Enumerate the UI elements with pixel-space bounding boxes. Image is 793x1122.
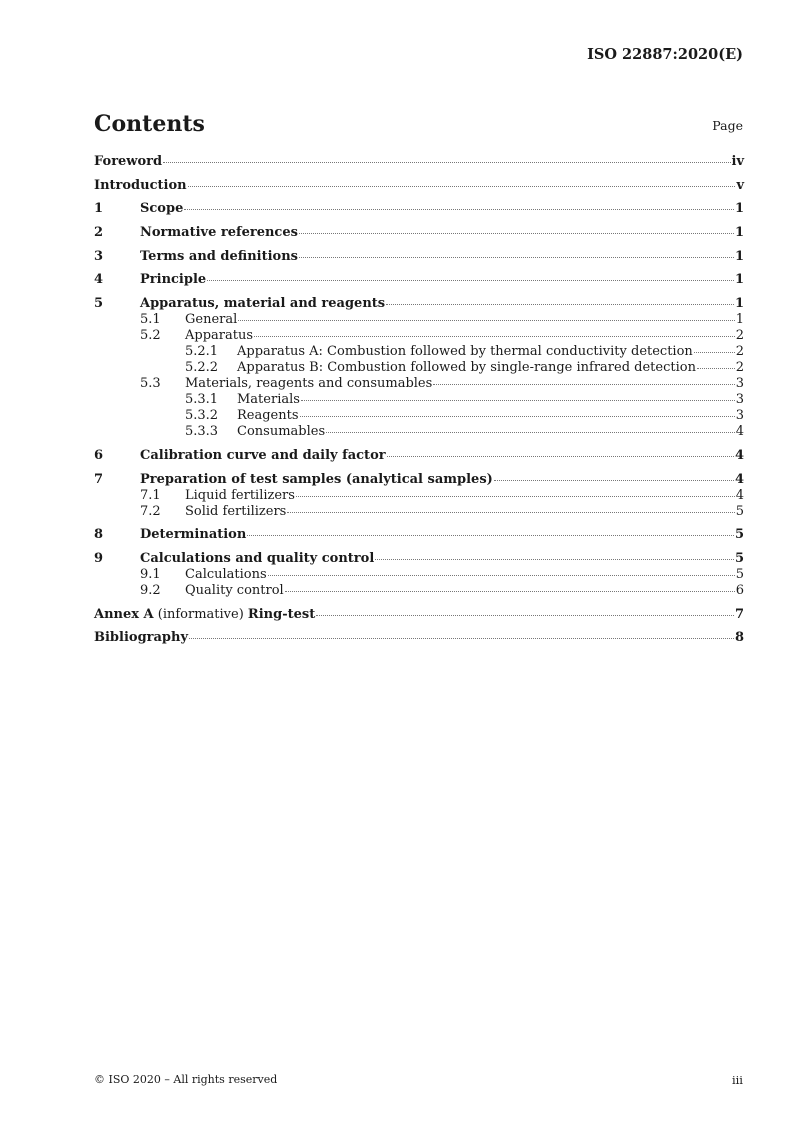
toc-entry-page: 1 (734, 296, 744, 312)
dot-leader (189, 638, 734, 639)
toc-entry[interactable] (94, 488, 744, 504)
toc-entry-number: 5.2.2 (185, 360, 219, 376)
toc-entry[interactable] (94, 630, 744, 646)
toc-entry-page: 3 (735, 408, 744, 424)
toc-entry-page: 5 (734, 527, 744, 543)
toc-entry-title: Calculations (185, 566, 267, 582)
dot-leader (316, 615, 734, 616)
toc-entry[interactable] (94, 312, 744, 328)
toc-entry-number: 5.3.1 (185, 392, 219, 408)
toc-entry-number: 5 (94, 296, 104, 312)
toc-entry[interactable] (94, 201, 744, 217)
toc-entry-page: iv (731, 154, 744, 169)
toc-entry[interactable] (94, 472, 744, 488)
toc-entry-page: 4 (735, 487, 744, 503)
toc-entry-number: 5.3.3 (185, 424, 219, 440)
toc-entry-number: 9.1 (140, 566, 161, 582)
toc-entry-title: Bibliography (94, 630, 189, 646)
toc-entry-title: Apparatus, material and reagents (140, 296, 386, 312)
toc-entry-title: General (185, 312, 238, 328)
dot-leader (301, 400, 735, 401)
toc-entry[interactable] (94, 583, 744, 599)
toc-entry-number: 2 (94, 225, 104, 241)
dot-leader (285, 591, 735, 592)
toc-entry-title: Preparation of test samples (analytical samples) (140, 471, 493, 487)
toc-entry-title: Quality control (185, 582, 284, 598)
toc-entry-number: 5.2 (140, 328, 161, 344)
dot-leader (188, 186, 736, 187)
toc-entry-title: Calculations and quality control (140, 550, 375, 566)
toc-entry-title: Apparatus A: Combustion followed by thermal conductivity detection (237, 344, 693, 360)
toc-entry-number: 5.1 (140, 312, 161, 328)
toc-entry[interactable] (94, 424, 744, 440)
toc-entry-title: Calibration curve and daily factor (140, 447, 386, 463)
toc-entry-title: Consumables (237, 424, 326, 440)
page-column-label: Page (712, 118, 743, 133)
dot-leader (433, 384, 734, 385)
toc-entry[interactable] (94, 249, 744, 265)
toc-entry-number: 6 (94, 447, 104, 463)
toc-entry[interactable] (94, 178, 744, 194)
toc-entry[interactable] (94, 154, 744, 170)
toc-entry[interactable] (94, 527, 744, 543)
toc-entry-title: Principle (140, 272, 207, 288)
toc-entry-page: 3 (735, 376, 744, 392)
toc-entry-page: 1 (734, 272, 744, 288)
toc-entry-page: 5 (735, 566, 744, 582)
toc-entry-title: Normative references (140, 225, 298, 241)
document-id: ISO 22887:2020(E) (587, 46, 743, 63)
toc-entry[interactable] (94, 360, 744, 376)
toc-entry[interactable] (94, 448, 744, 464)
toc-entry-page: 8 (734, 630, 744, 646)
toc-entry-title: Annex A (informative) Ring-test (94, 606, 316, 622)
toc-entry-title: Apparatus (185, 328, 254, 344)
toc-entry-number: 5.3.2 (185, 408, 219, 424)
toc-entry-title: Scope (140, 201, 184, 217)
toc-entry-title: Terms and definitions (140, 248, 298, 264)
toc-entry[interactable] (94, 392, 744, 408)
toc-entry-page: 4 (734, 447, 744, 463)
toc-entry-page: 1 (734, 201, 744, 217)
toc-entry[interactable] (94, 408, 744, 424)
dot-leader (299, 257, 734, 258)
dot-leader (247, 535, 734, 536)
toc-entry-page: 4 (735, 424, 744, 440)
toc-entry-number: 5.3 (140, 376, 161, 392)
dot-leader (207, 280, 734, 281)
toc-entry-number: 8 (94, 527, 104, 543)
toc-entry[interactable] (94, 551, 744, 567)
toc-entry-title: Determination (140, 527, 247, 543)
table-of-contents (94, 154, 744, 646)
dot-leader (296, 496, 735, 497)
toc-entry-title: Materials (237, 392, 300, 408)
dot-leader (386, 304, 734, 305)
toc-entry-page: 3 (735, 392, 744, 408)
toc-entry-title: Introduction (94, 177, 187, 193)
toc-entry-title: Liquid fertilizers (185, 487, 295, 503)
toc-entry-title: Reagents (237, 408, 299, 424)
toc-entry-number: 9.2 (140, 582, 161, 598)
toc-entry-title: Apparatus B: Combustion followed by single-range infrared detection (237, 360, 696, 376)
dot-leader (238, 320, 734, 321)
toc-entry-page: 2 (735, 344, 744, 360)
toc-entry[interactable] (94, 296, 744, 312)
toc-entry-page: 1 (734, 225, 744, 241)
toc-entry-number: 9 (94, 550, 104, 566)
dot-leader (287, 512, 734, 513)
toc-entry-title: Materials, reagents and consumables (185, 376, 433, 392)
toc-entry-number: 7.1 (140, 487, 161, 503)
toc-entry-number: 3 (94, 248, 104, 264)
dot-leader (697, 368, 735, 369)
toc-entry-page: 5 (734, 550, 744, 566)
toc-entry-page: 2 (735, 360, 744, 376)
toc-entry[interactable] (94, 225, 744, 241)
toc-entry-page: 2 (735, 328, 744, 344)
dot-leader (163, 162, 730, 163)
toc-entry-page: 4 (734, 471, 744, 487)
toc-entry-page: v (736, 177, 744, 193)
toc-entry[interactable] (94, 504, 744, 520)
toc-entry-number: 4 (94, 272, 104, 288)
toc-entry-page: 1 (735, 312, 744, 328)
toc-entry-page: 1 (734, 248, 744, 264)
dot-leader (254, 336, 735, 337)
toc-entry-number: 7 (94, 471, 104, 487)
dot-leader (694, 352, 735, 353)
page-title: Contents (94, 111, 205, 137)
copyright-notice: © ISO 2020 – All rights reserved (94, 1073, 278, 1086)
toc-entry[interactable] (94, 567, 744, 583)
dot-leader (299, 233, 734, 234)
toc-entry-title: Solid fertilizers (185, 503, 287, 519)
toc-entry-page: 5 (735, 503, 744, 519)
toc-entry[interactable] (94, 344, 744, 360)
toc-entry-number: 1 (94, 201, 104, 217)
dot-leader (326, 432, 735, 433)
toc-entry[interactable] (94, 376, 744, 392)
page-number: iii (731, 1073, 743, 1087)
toc-entry-title: Foreword (94, 154, 163, 169)
toc-entry[interactable] (94, 328, 744, 344)
toc-entry-page: 6 (735, 582, 744, 598)
dot-leader (375, 559, 734, 560)
toc-entry-page: 7 (734, 606, 744, 622)
dot-leader (268, 575, 735, 576)
toc-entry[interactable] (94, 272, 744, 288)
toc-entry[interactable] (94, 607, 744, 623)
toc-entry-number: 5.2.1 (185, 344, 219, 360)
dot-leader (494, 480, 734, 481)
toc-entry-number: 7.2 (140, 503, 161, 519)
dot-leader (387, 456, 734, 457)
dot-leader (300, 416, 735, 417)
dot-leader (184, 209, 734, 210)
